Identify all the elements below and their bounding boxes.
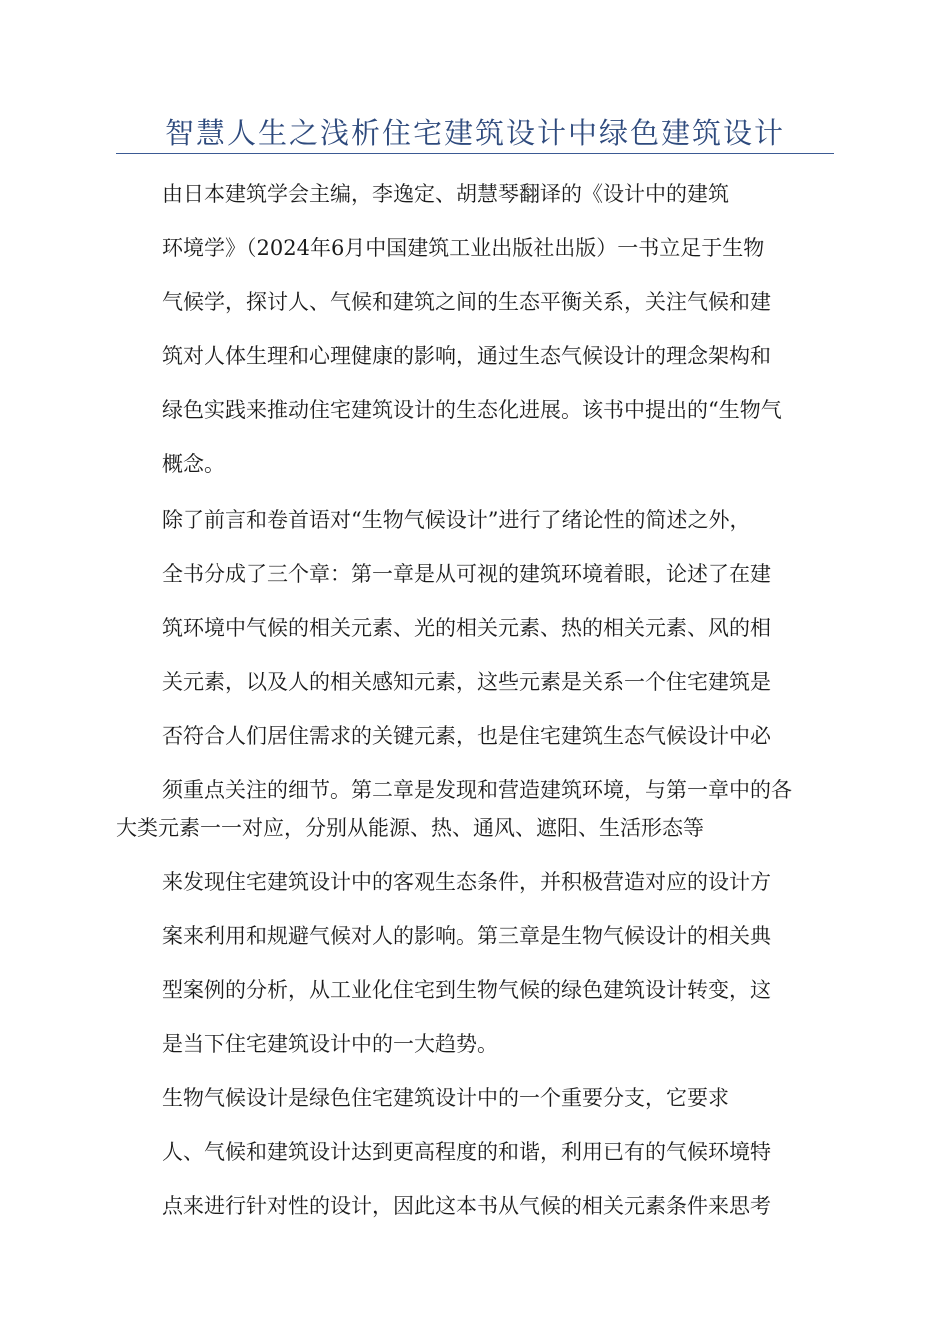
paragraph-line: 案来利用和规避气候对人的影响。第三章是生物气候设计的相关典 [162, 924, 771, 948]
document-title: 智慧人生之浅析住宅建筑设计中绿色建筑设计 [164, 116, 785, 150]
paragraph-line: 关元素，以及人的相关感知元素，这些元素是关系一个住宅建筑是 [162, 670, 771, 694]
paragraph-line: 环境学》（2024年6月中国建筑工业出版社出版）一书立足于生物 [162, 236, 765, 260]
paragraph-line: 点来进行针对性的设计，因此这本书从气候的相关元素条件来思考 [162, 1194, 771, 1218]
paragraph-line: 须重点关注的细节。第二章是发现和营造建筑环境，与第一章中的各 [162, 778, 792, 802]
paragraph-line: 否符合人们居住需求的关键元素，也是住宅建筑生态气候设计中必 [162, 724, 771, 748]
paragraph-line: 筑对人体生理和心理健康的影响，通过生态气候设计的理念架构和 [162, 344, 771, 368]
paragraph-line: 由日本建筑学会主编，李逸定、胡慧琴翻译的《设计中的建筑 [162, 182, 729, 206]
paragraph-line: 大类元素一一对应，分别从能源、热、通风、遮阳、生活形态等 [116, 816, 704, 840]
paragraph-line: 生物气候设计是绿色住宅建筑设计中的一个重要分支，它要求 [162, 1086, 729, 1110]
paragraph-line: 人、气候和建筑设计达到更高程度的和谐，利用已有的气候环境特 [162, 1140, 771, 1164]
paragraph-line: 来发现住宅建筑设计中的客观生态条件，并积极营造对应的设计方 [162, 870, 771, 894]
title-underline [116, 153, 834, 154]
paragraph-line: 绿色实践来推动住宅建筑设计的生态化进展。该书中提出的“生物气 [162, 398, 782, 422]
paragraph-line: 除了前言和卷首语对“生物气候设计”进行了绪论性的简述之外， [162, 508, 751, 532]
paragraph-line: 筑环境中气候的相关元素、光的相关元素、热的相关元素、风的相 [162, 616, 771, 640]
paragraph-line: 是当下住宅建筑设计中的一大趋势。 [162, 1032, 498, 1056]
paragraph-line: 全书分成了三个章：第一章是从可视的建筑环境着眼，论述了在建 [162, 562, 771, 586]
paragraph-line: 气候学，探讨人、气候和建筑之间的生态平衡关系，关注气候和建 [162, 290, 771, 314]
paragraph-line: 概念。 [162, 452, 225, 476]
paragraph-line: 型案例的分析，从工业化住宅到生物气候的绿色建筑设计转变，这 [162, 978, 771, 1002]
